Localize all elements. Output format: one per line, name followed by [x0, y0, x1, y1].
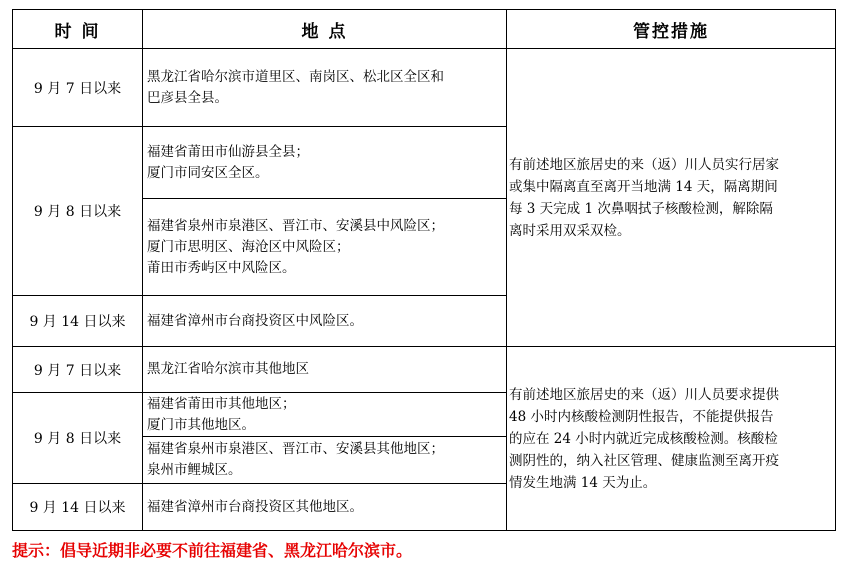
time-cell: 9 月 8 日以来: [13, 127, 143, 296]
place-line: 黑龙江省哈尔滨市道里区、南岗区、松北区全区和: [147, 68, 444, 85]
measure-cell: [507, 49, 836, 347]
measure-line: 离时采用双采双检。: [509, 222, 631, 239]
measure-line: 或集中隔离直至离开当地满 14 天，隔离期间: [509, 178, 778, 195]
time-cell: 9 月 8 日以来: [13, 393, 143, 484]
place-line: 厦门市其他地区。: [147, 416, 255, 433]
measure-line: 48 小时内核酸检测阴性报告，不能提供报告: [509, 408, 774, 425]
place-cell: [143, 296, 507, 347]
place-cell: [143, 127, 507, 199]
place-line: 福建省漳州市台商投资区中风险区。: [147, 312, 363, 329]
measure-line: 测阴性的，纳入社区管理、健康监测至离开疫: [509, 452, 779, 469]
table-row: [13, 347, 836, 393]
place-line: 莆田市秀屿区中风险区。: [147, 259, 296, 276]
header-time: 时 间: [13, 10, 143, 49]
place-line: 福建省泉州市泉港区、晋江市、安溪县其他地区；: [147, 441, 444, 457]
control-measures-table: [12, 9, 836, 531]
place-line: 巴彦县全县。: [147, 89, 228, 106]
header-place: 地 点: [143, 10, 507, 49]
measure-cell: [507, 347, 836, 531]
time-cell: 9 月 7 日以来: [13, 347, 143, 393]
place-line: 厦门市思明区、海沧区中风险区；: [147, 238, 350, 255]
place-cell: [143, 393, 507, 437]
place-line: 福建省莆田市其他地区；: [147, 395, 296, 412]
measure-line: 的应在 24 小时内就近完成核酸检测。核酸检: [509, 430, 778, 447]
advisory-note: 提示：倡导近期非必要不前往福建省、黑龙江哈尔滨市。: [12, 541, 413, 560]
place-cell: [143, 49, 507, 127]
place-cell: [143, 484, 507, 531]
header-row: [13, 10, 836, 49]
measure-line: 每 3 天完成 1 次鼻咽拭子核酸检测，解除隔: [509, 200, 773, 217]
place-cell: [143, 199, 507, 296]
table-row: [13, 49, 836, 127]
place-cell: [143, 437, 507, 484]
time-cell: 9 月 7 日以来: [13, 49, 143, 127]
place-line: 福建省泉州市泉港区、晋江市、安溪县中风险区；: [147, 217, 444, 234]
place-line: 福建省莆田市仙游县全县；: [147, 143, 309, 160]
measure-line: 情发生地满 14 天为止。: [509, 474, 657, 491]
place-line: 厦门市同安区全区。: [147, 164, 269, 181]
place-line: 泉州市鲤城区。: [147, 462, 242, 478]
time-cell: 9 月 14 日以来: [13, 296, 143, 347]
measure-line: 有前述地区旅居史的来（返）川人员要求提供: [509, 386, 779, 403]
header-measure: 管控措施: [507, 10, 836, 49]
time-cell: 9 月 14 日以来: [13, 484, 143, 531]
place-cell: [143, 347, 507, 393]
measure-line: 有前述地区旅居史的来（返）川人员实行居家: [509, 156, 779, 173]
place-line: 黑龙江省哈尔滨市其他地区: [147, 361, 309, 377]
place-line: 福建省漳州市台商投资区其他地区。: [147, 498, 363, 515]
